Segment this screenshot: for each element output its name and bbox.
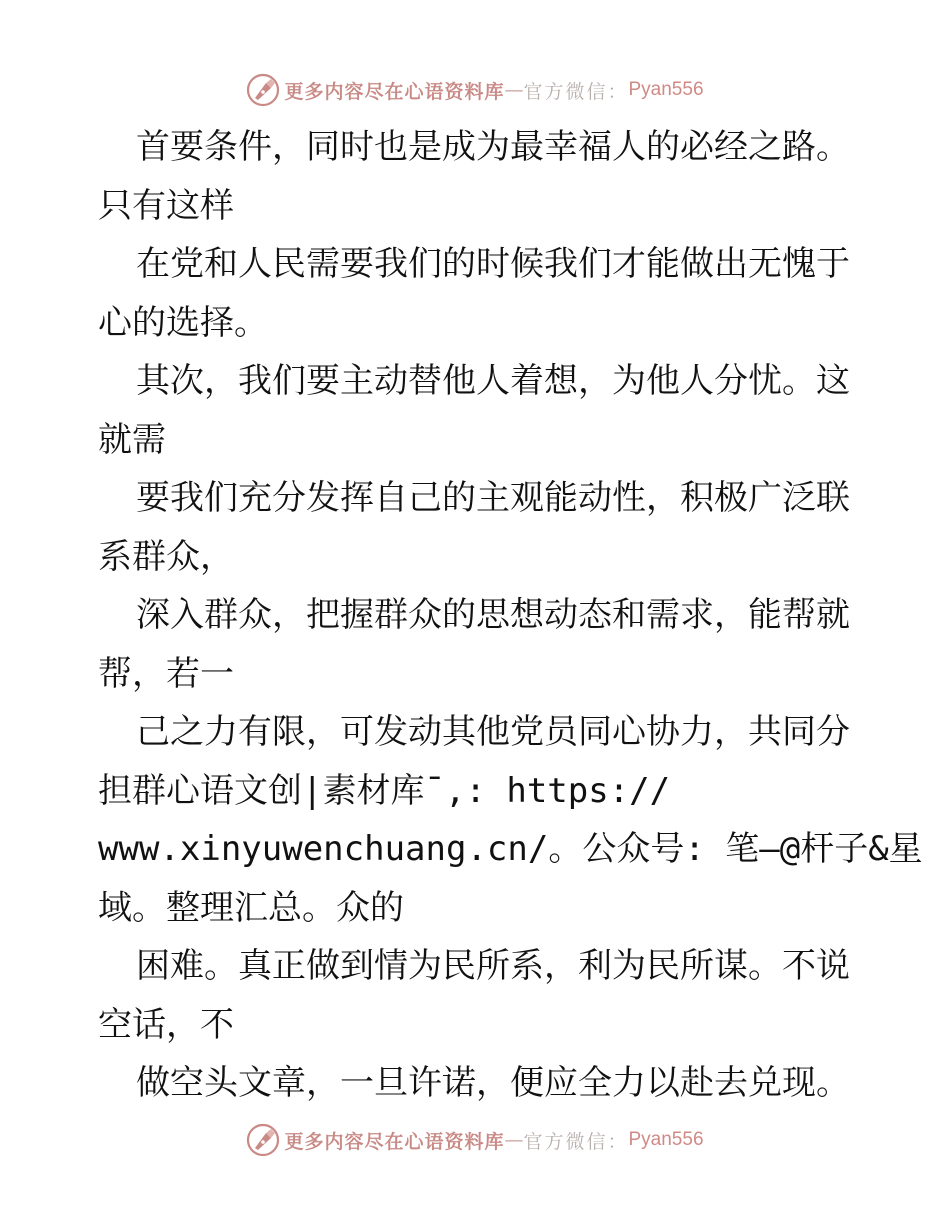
footer-brand: 更多内容尽在心语资料库 bbox=[284, 1130, 505, 1153]
text-line: www.xinyuwenchuang.cn/。公众号: 笔—@杆子&星 bbox=[98, 829, 923, 869]
document-body bbox=[98, 118, 923, 1113]
footer-label: 官方微信： bbox=[523, 1130, 629, 1153]
header-handle: Pyan556 bbox=[628, 79, 704, 100]
header-brand: 更多内容尽在心语资料库 bbox=[284, 80, 505, 103]
text-line: 心的选择。 bbox=[98, 302, 268, 343]
text-line: 在党和人民需要我们的时候我们才能做出无愧于 bbox=[136, 244, 850, 284]
text-line: 己之力有限，可发动其他党员同心协力，共同分 bbox=[136, 712, 850, 752]
text-line: 空话，不 bbox=[98, 1004, 234, 1045]
footer-separator: — bbox=[504, 1129, 524, 1151]
header-label: 官方微信： bbox=[523, 80, 629, 103]
text-line: 担群心语文创|素材库¯,: https:// bbox=[98, 770, 671, 811]
text-line: 域。整理汇总。众的 bbox=[98, 887, 404, 928]
text-line: 要我们充分发挥自己的主观能动性，积极广泛联 bbox=[136, 478, 850, 518]
pen-nib-icon bbox=[246, 1123, 280, 1157]
text-line: 困难。真正做到情为民所系，利为民所谋。不说 bbox=[136, 946, 850, 986]
text-line: 深入群众，把握群众的思想动态和需求，能帮就 bbox=[136, 595, 850, 635]
footer-handle: Pyan556 bbox=[628, 1129, 704, 1150]
text-line: 其次，我们要主动替他人着想，为他人分忧。这 bbox=[136, 361, 850, 401]
text-line: 帮，若一 bbox=[98, 653, 234, 694]
header-banner bbox=[0, 70, 950, 110]
text-line: 系群众， bbox=[98, 536, 234, 577]
text-line: 就需 bbox=[98, 419, 166, 460]
text-line: 做空头文章，一旦许诺，便应全力以赴去兑现。 bbox=[136, 1063, 850, 1103]
pen-nib-icon bbox=[246, 73, 280, 107]
footer-banner bbox=[0, 1120, 950, 1160]
header-separator: — bbox=[504, 79, 524, 101]
text-line: 只有这样 bbox=[98, 185, 234, 226]
text-line: 首要条件，同时也是成为最幸福人的必经之路。 bbox=[136, 127, 850, 167]
